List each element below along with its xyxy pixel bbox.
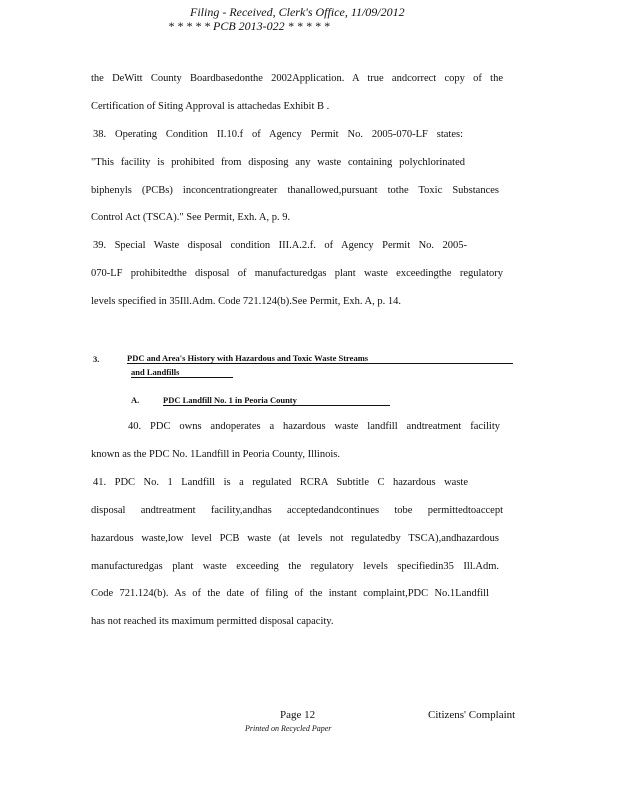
subsection-a-letter: A. (131, 395, 140, 405)
body-line-7: 39. Special Waste disposal condition III.A.2.f. of Agency Permit No. 2005- (93, 240, 467, 251)
section-3-heading-line1: PDC and Area's History with Hazardous and Toxic Waste Streams (127, 353, 513, 364)
footer-title: Citizens' Complaint (428, 709, 516, 721)
body-line-13: disposal andtreatment facility,andhas acceptedandcontinues tobe permittedtoaccept (91, 505, 503, 516)
body-line-3: 38. Operating Condition II.10.f of Agency Permit No. 2005-070-LF states: (93, 129, 463, 140)
section-3-heading-line2: and Landfills (131, 367, 233, 378)
body-line-11: known as the PDC No. 1Landfill in Peoria County, Illinois. (91, 449, 340, 460)
body-line-4: "This facility is prohibited from disposing any waste containing polychlorinated (91, 157, 465, 168)
body-line-5: biphenyls (PCBs) inconcentrationgreater thanallowed,pursuant tothe Toxic Substances (91, 185, 499, 196)
body-line-12: 41. PDC No. 1 Landfill is a regulated RCRA Subtitle C hazardous waste (93, 477, 468, 488)
body-line-17: has not reached its maximum permitted disposal capacity. (91, 616, 334, 627)
body-line-8: 070-LF prohibitedthe disposal of manufacturedgas plant waste exceedingthe regulatory (91, 268, 503, 279)
body-line-16: Code 721.124(b). As of the date of filing of the instant complaint,PDC No.1Landfill (91, 588, 489, 599)
printed-on-recycled-paper: Printed on Recycled Paper (245, 724, 332, 733)
section-3-number: 3. (93, 354, 100, 364)
subsection-a-heading: PDC Landfill No. 1 in Peoria County (163, 395, 390, 406)
filing-header-line2: * * * * * PCB 2013-022 * * * * * (168, 19, 330, 33)
page-number: Page 12 (280, 709, 316, 721)
body-line-9: levels specified in 35Ill.Adm. Code 721.124(b).See Permit, Exh. A, p. 14. (91, 296, 401, 307)
body-line-10: 40. PDC owns andoperates a hazardous waste landfill andtreatment facility (128, 421, 500, 432)
body-line-6: Control Act (TSCA)." See Permit, Exh. A, p. 9. (91, 212, 291, 223)
body-line-2: Certification of Siting Approval is attachedas Exhibit B . (91, 101, 330, 112)
filing-header-line1: Filing - Received, Clerk's Office, 11/09/2012 (190, 5, 405, 19)
body-line-1: the DeWitt County Boardbasedonthe 2002Application. A true andcorrect copy of the (91, 73, 503, 84)
body-line-14: hazardous waste,low level PCB waste (at levels not regulatedby TSCA),andhazardous (91, 533, 499, 544)
body-line-15: manufacturedgas plant waste exceeding the regulatory levels specifiedin35 Ill.Adm. (91, 561, 499, 572)
